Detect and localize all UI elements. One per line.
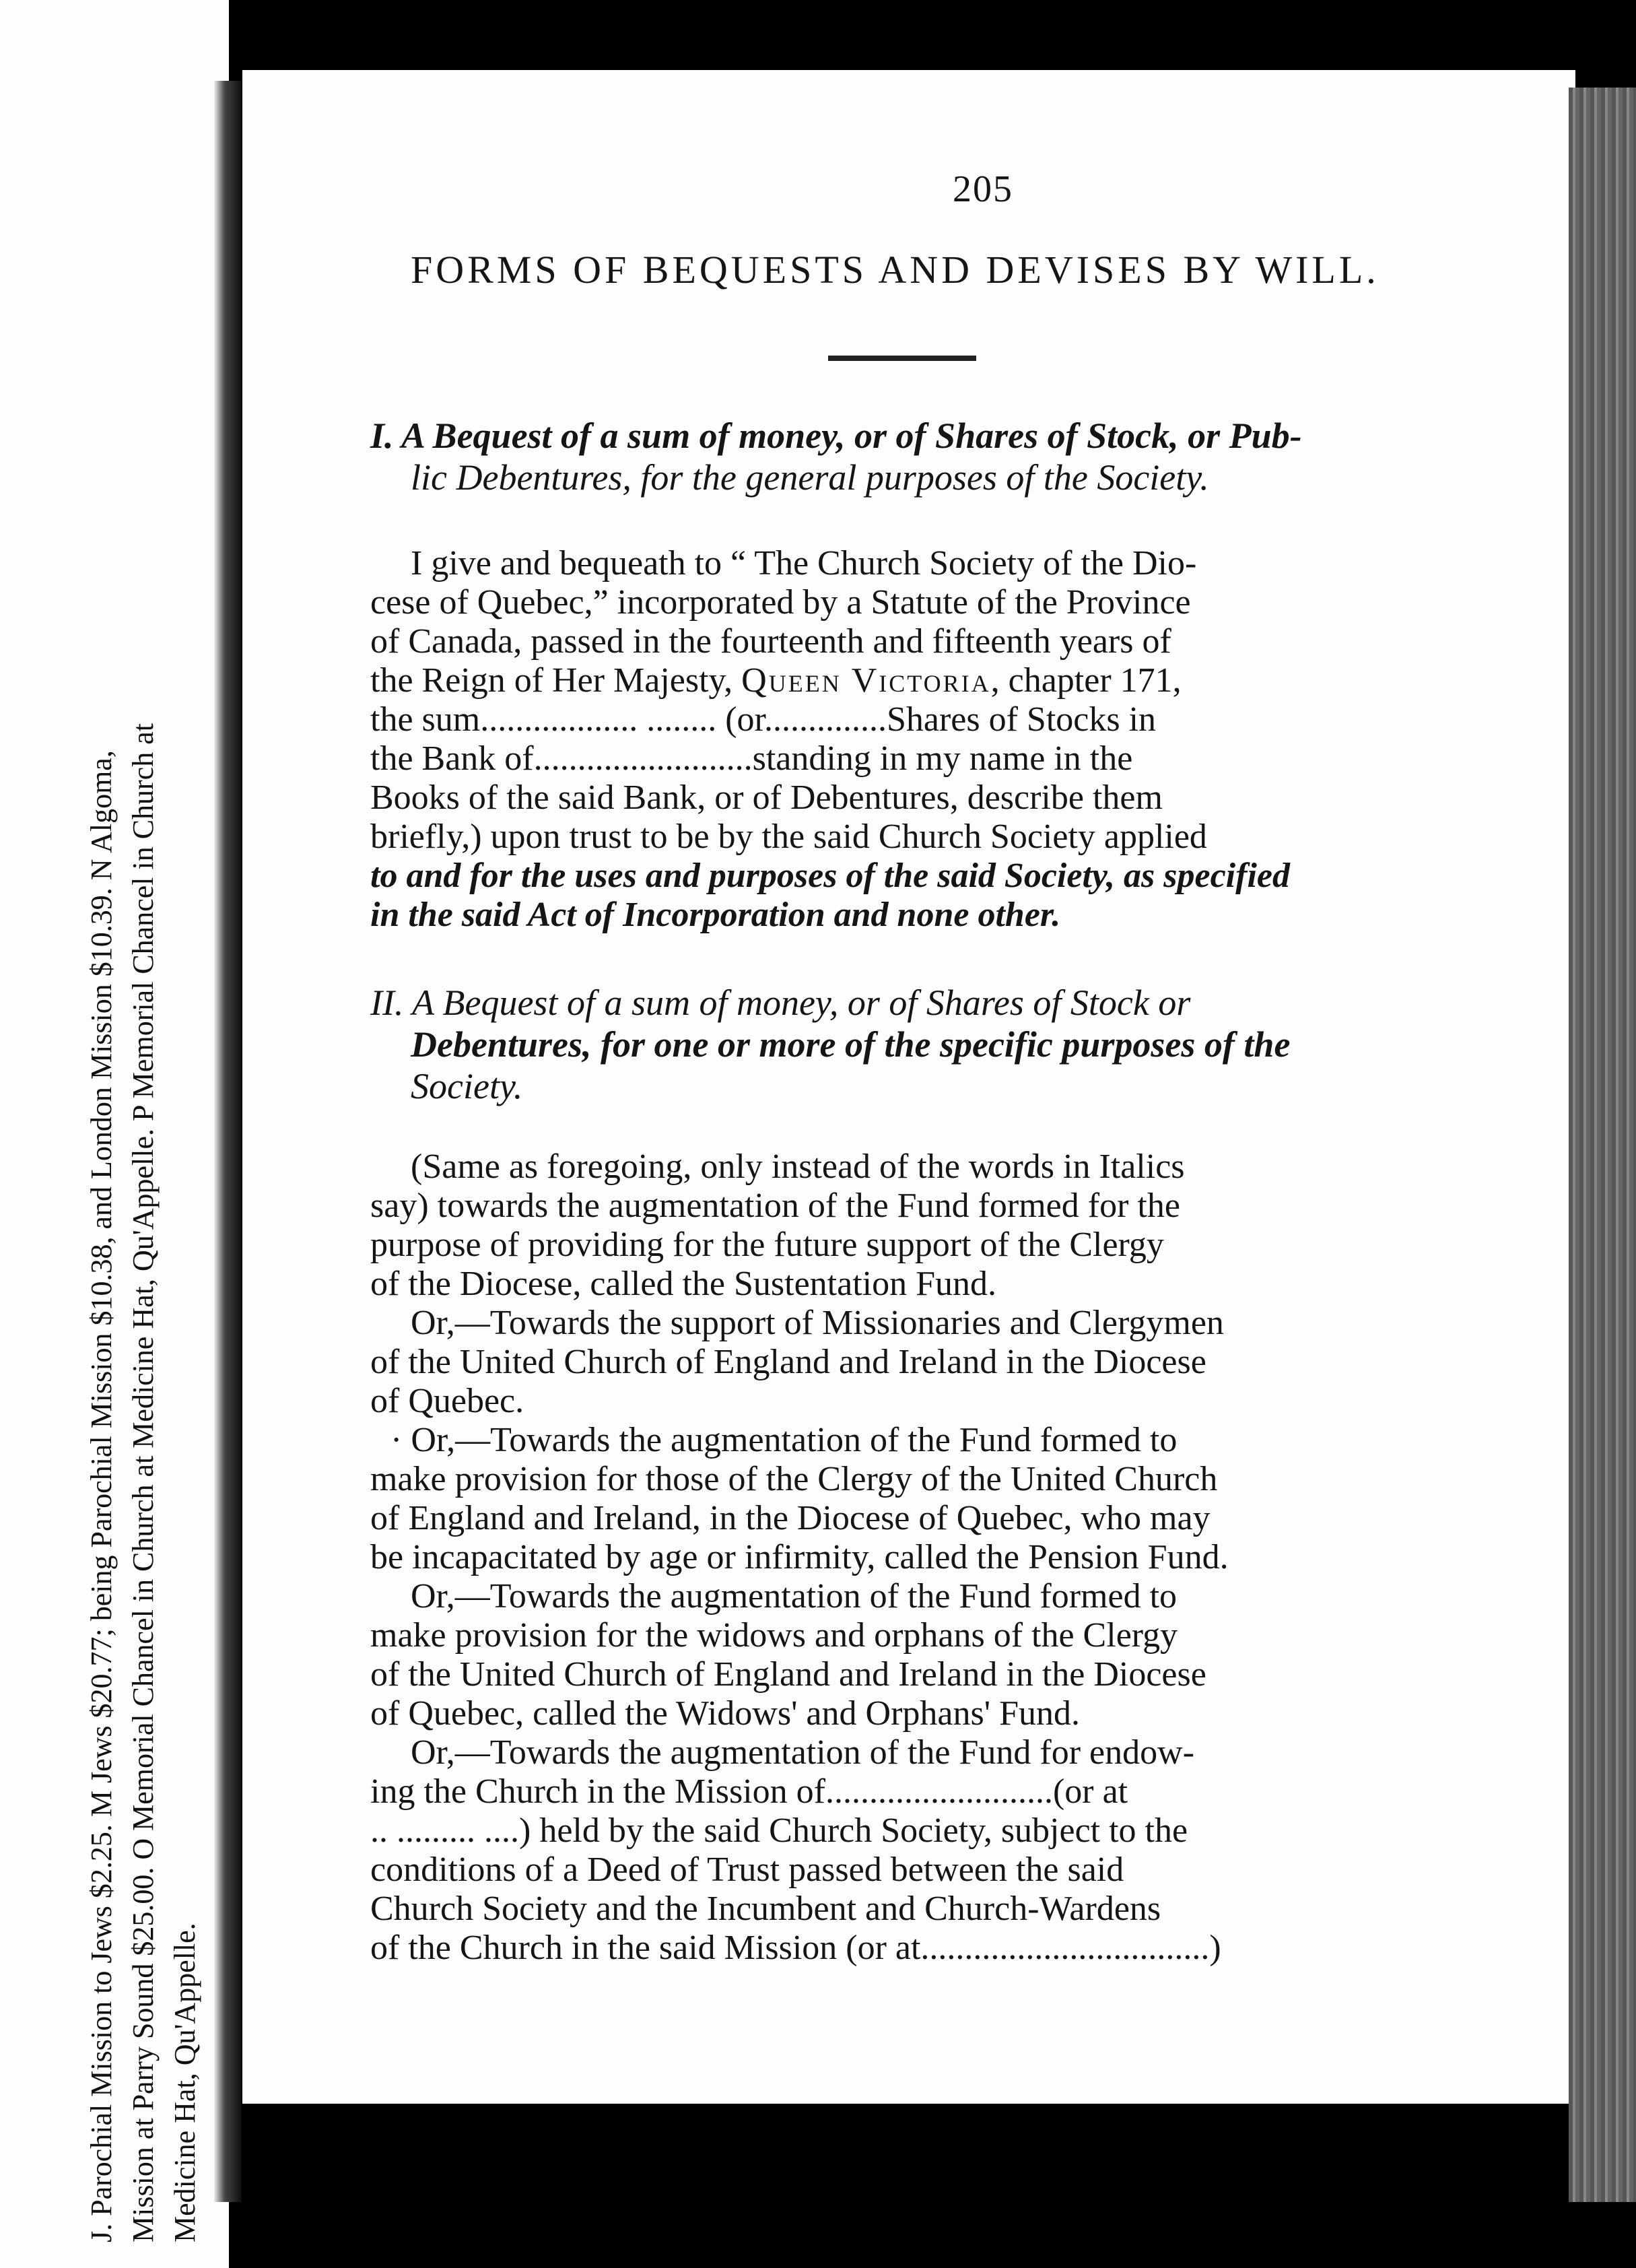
- section2-body-line-7: of Quebec.: [370, 1382, 524, 1420]
- section2-body-line-5: Or,—Towards the support of Missionaries and Clergymen: [411, 1304, 1224, 1342]
- page-number: 205: [953, 168, 1013, 210]
- section2-body-line-15: of Quebec, called the Widows' and Orphans' Fund.: [370, 1694, 1080, 1733]
- section2-body-line-13: make provision for the widows and orphans of the Clergy: [370, 1616, 1178, 1655]
- section1-body-line-8: briefly,) upon trust to be by the said Church Society applied: [370, 818, 1207, 856]
- section1-body-line-4: [370, 660, 1182, 702]
- section1-body-line-3: of Canada, passed in the fourteenth and fifteenth years of: [370, 622, 1171, 661]
- section2-body-line-2: say) towards the augmentation of the Fund formed for the: [370, 1187, 1180, 1225]
- section2-heading-line-2: Debentures, for one or more of the specific purposes of the: [411, 1024, 1291, 1065]
- section1-italic-line-2: in the said Act of Incorporation and none other.: [370, 896, 1061, 934]
- section1-body-line-7: Books of the said Bank, or of Debentures, describe them: [370, 778, 1163, 817]
- section2-body-line-20: Church Society and the Incumbent and Church-Wardens: [370, 1890, 1161, 1928]
- section2-body-line-14: of the United Church of England and Ireland in the Diocese: [370, 1655, 1206, 1694]
- margin-note-line-3: Medicine Hat, Qu'Appelle.: [168, 1923, 201, 2242]
- section2-body-line-17: ing the Church in the Mission of..........................(or at: [370, 1772, 1128, 1811]
- section2-body-line-19: conditions of a Deed of Trust passed between the said: [370, 1850, 1124, 1889]
- section2-body-line-3: purpose of providing for the future support of the Clergy: [370, 1226, 1164, 1264]
- section2-heading-line-1: II. A Bequest of a sum of money, or of Shares of Stock or: [370, 982, 1191, 1023]
- section2-body-line-1: (Same as foregoing, only instead of the words in Italics: [411, 1147, 1185, 1186]
- page-edges: [1569, 88, 1636, 2202]
- section2-body-line-10: of England and Ireland, in the Diocese of Quebec, who may: [370, 1499, 1211, 1537]
- section2-body-line-12: Or,—Towards the augmentation of the Fund formed to: [411, 1577, 1178, 1615]
- section1-heading-line-2: lic Debentures, for the general purposes of the Society.: [411, 457, 1209, 498]
- section1-italic-line-1: to and for the uses and purposes of the said Society, as specified: [370, 857, 1290, 895]
- section2-body-line-21: of the Church in the said Mission (or at.................................): [370, 1929, 1221, 1967]
- section2-body-line-18: .. ......... ....) held by the said Church Society, subject to the: [370, 1811, 1188, 1850]
- title-rule: [828, 356, 976, 361]
- margin-note-line-1: J. Parochial Mission to Jews $2.25. M Jews $20.77; being Parochial Mission $10.38, and London Mission $10.39. N Algoma,: [85, 750, 118, 2242]
- section2-body-line-16: Or,—Towards the augmentation of the Fund for endow-: [411, 1733, 1195, 1772]
- section1-heading-line-1: I. A Bequest of a sum of money, or of Shares of Stock, or Pub-: [370, 415, 1302, 456]
- section1-body-line-5: the sum.................. ........ (or..............Shares of Stocks in: [370, 700, 1157, 739]
- section1-reign-text: the Reign of Her Majesty,: [370, 661, 742, 700]
- page-title: FORMS OF BEQUESTS AND DEVISES BY WILL.: [411, 248, 1379, 292]
- book-page: [242, 70, 1575, 2104]
- queen-victoria: Queen Victoria: [741, 661, 991, 700]
- section2-body-line-6: of the United Church of England and Ireland in the Diocese: [370, 1343, 1206, 1381]
- section2-body-line-4: of the Diocese, called the Sustentation Fund.: [370, 1265, 997, 1303]
- section1-body-line-2: cese of Quebec,” incorporated by a Statute of the Province: [370, 583, 1191, 622]
- section2-body-line-9: make provision for those of the Clergy of the United Church: [370, 1460, 1218, 1498]
- book-gutter: [214, 81, 241, 2202]
- section2-heading-line-3: Society.: [411, 1066, 523, 1106]
- chapter-text: , chapter 171,: [990, 661, 1182, 700]
- section1-body-line-6: the Bank of.........................standing in my name in the: [370, 739, 1133, 778]
- section2-body-line-11: be incapacitated by age or infirmity, called the Pension Fund.: [370, 1538, 1229, 1576]
- left-margin-strip: [0, 0, 229, 2268]
- margin-note-line-2: Mission at Parry Sound $25.00. O Memorial Chancel in Church at Medicine Hat, Qu'Appelle. P Memorial Chancel in Church at: [127, 723, 160, 2242]
- section1-body-line-1: I give and bequeath to “ The Church Society of the Dio-: [411, 544, 1197, 582]
- margin-note: [81, 162, 206, 2242]
- section2-body-line-8: · Or,—Towards the augmentation of the Fund formed to: [390, 1421, 1178, 1459]
